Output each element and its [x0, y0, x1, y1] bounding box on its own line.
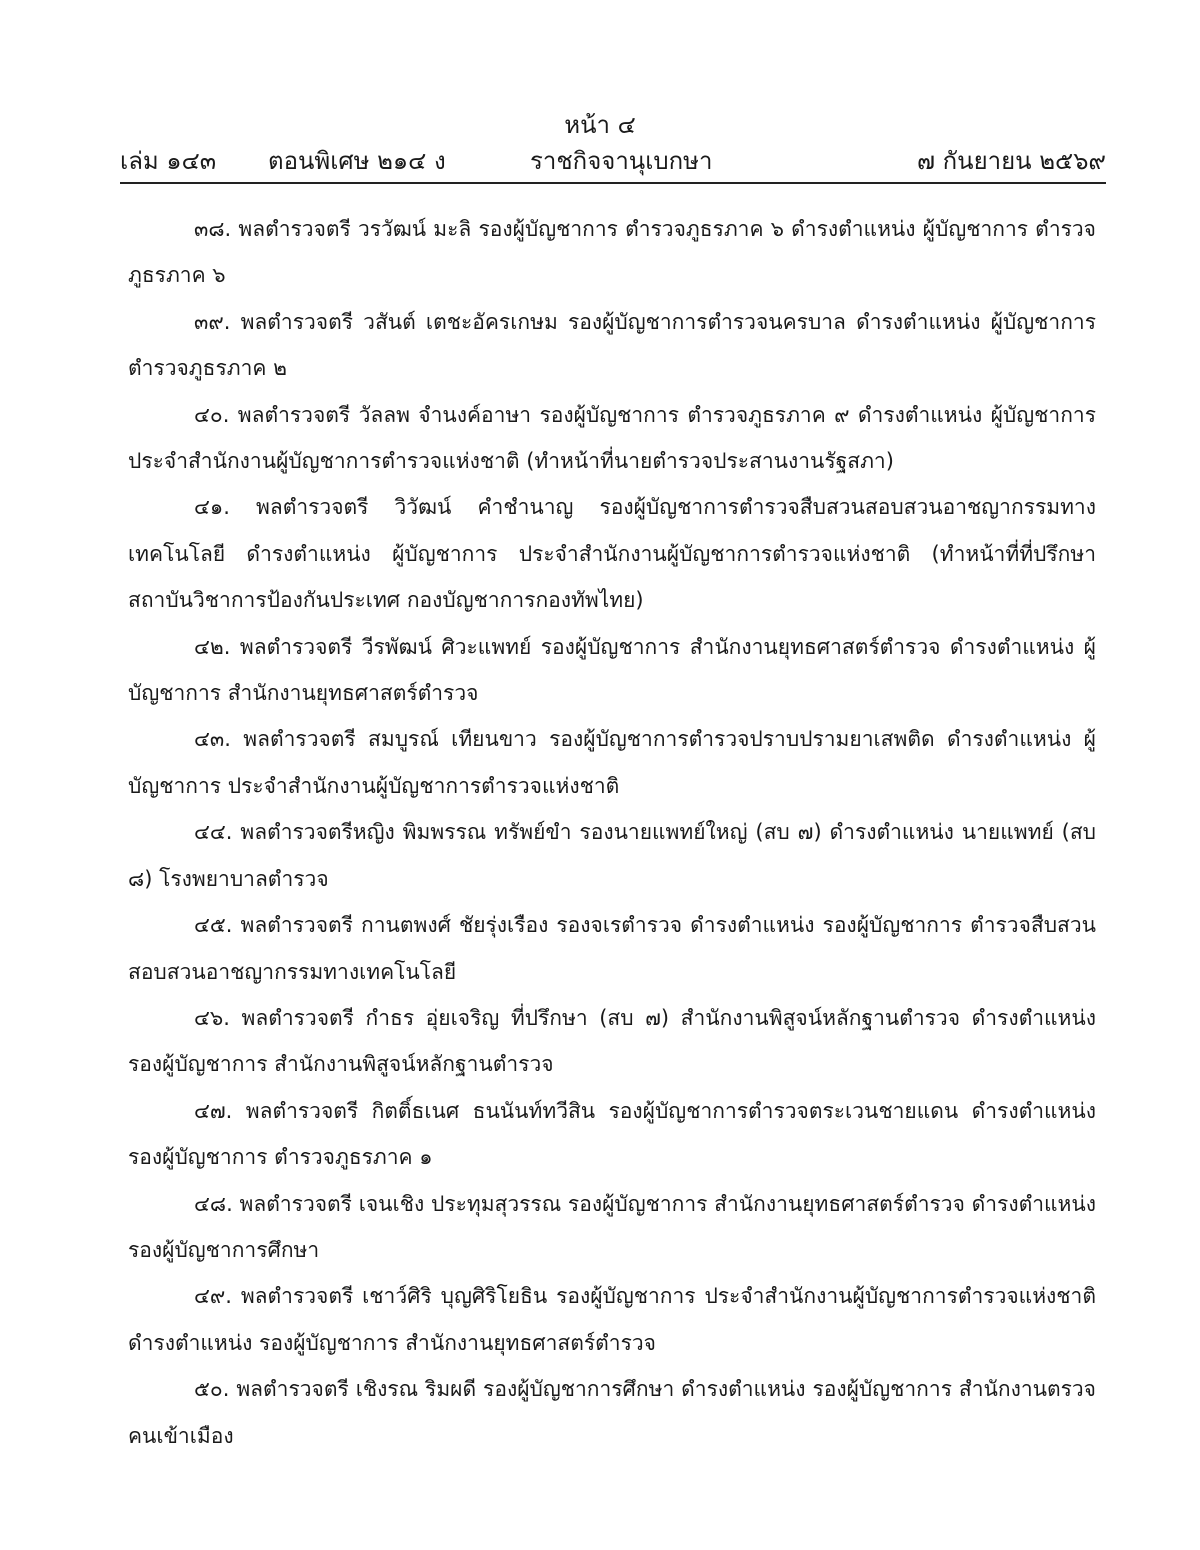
list-item — [128, 809, 1096, 902]
header-title: ราชกิจจานุเบกษา — [530, 147, 713, 175]
item-text: พลตำรวจตรี กิตติ์ธเนศ ธนนันท์ทวีสิน รองผู้บัญชาการตำรวจตระเวนชายแดน ดำรงตำแหน่ง รองผู้บัญชาการ ตำรวจภูธรภาค ๑ — [128, 1098, 1096, 1170]
item-number: ๔๕. — [194, 913, 233, 938]
item-text: พลตำรวจตรี สมบูรณ์ เทียนขาว รองผู้บัญชาการตำรวจปราบปรามยาเสพติด ดำรงตำแหน่ง ผู้บัญชาการ ประจำสำนักงานผู้บัญชาการตำรวจแห่งชาติ — [128, 727, 1096, 798]
item-number: ๓๙. — [194, 309, 231, 334]
list-item — [128, 1366, 1096, 1459]
header-divider — [120, 182, 1106, 184]
header-volume: เล่ม ๑๔๓ — [120, 147, 217, 175]
item-number: ๔๓. — [194, 727, 231, 752]
item-text: พลตำรวจตรี วิวัฒน์ คำชำนาญ รองผู้บัญชาการตำรวจสืบสวนสอบสวนอาชญากรรมทางเทคโนโลยี ดำรงตำแหน่ง ผู้บัญชาการ ประจำสำนักงานผู้บัญชาการตำรวจแห่งชาติ (ทำหน้าที่ที่ปรึกษาสถาบันวิชาการป้องกันประเทศ กองบัญชาการกองทัพไทย) — [128, 495, 1096, 613]
header-issue: ตอนพิเศษ ๒๑๔ ง — [268, 147, 446, 175]
page-number: หน้า ๔ — [564, 111, 636, 139]
list-item — [128, 902, 1096, 995]
item-text: พลตำรวจตรี เชิงรณ ริมผดี รองผู้บัญชาการศึกษา ดำรงตำแหน่ง รองผู้บัญชาการ สำนักงานตรวจคนเข้าเมือง — [128, 1377, 1096, 1448]
item-text: พลตำรวจตรี วรวัฒน์ มะลิ รองผู้บัญชาการ ตำรวจภูธรภาค ๖ ดำรงตำแหน่ง ผู้บัญชาการ ตำรวจภูธรภาค ๖ — [128, 217, 1096, 288]
appointment-list — [128, 206, 1096, 1459]
list-item — [128, 1273, 1096, 1366]
list-item — [128, 392, 1096, 485]
list-item — [128, 716, 1096, 809]
item-number: ๔๖. — [194, 1005, 230, 1030]
list-item — [128, 299, 1096, 392]
item-number: ๔๔. — [194, 820, 233, 845]
item-number: ๔๘. — [194, 1191, 233, 1216]
item-text: พลตำรวจตรี เจนเชิง ประทุมสุวรรณ รองผู้บัญชาการ สำนักงานยุทธศาสตร์ตำรวจ ดำรงตำแหน่ง รองผู้บัญชาการศึกษา — [128, 1191, 1096, 1262]
list-item — [128, 624, 1096, 717]
item-number: ๔๙. — [194, 1284, 232, 1309]
gazette-header — [120, 144, 1106, 180]
item-number: ๔๗. — [194, 1098, 233, 1123]
item-text: พลตำรวจตรี วีรพัฒน์ ศิวะแพทย์ รองผู้บัญชาการ สำนักงานยุทธศาสตร์ตำรวจ ดำรงตำแหน่ง ผู้บัญชาการ สำนักงานยุทธศาสตร์ตำรวจ — [128, 634, 1096, 706]
item-text: พลตำรวจตรี กานตพงศ์ ชัยรุ่งเรือง รองจเรตำรวจ ดำรงตำแหน่ง รองผู้บัญชาการ ตำรวจสืบสวนสอบสวนอาชญากรรมทางเทคโนโลยี — [128, 913, 1097, 984]
list-item — [128, 995, 1096, 1088]
item-number: ๔๐. — [194, 402, 230, 427]
item-text: พลตำรวจตรีหญิง พิมพรรณ ทรัพย์ขำ รองนายแพทย์ใหญ่ (สบ ๗) ดำรงตำแหน่ง นายแพทย์ (สบ ๘) โรงพยาบาลตำรวจ — [128, 820, 1096, 891]
item-number: ๕๐. — [194, 1377, 230, 1402]
item-text: พลตำรวจตรี กำธร อุ่ยเจริญ ที่ปรึกษา (สบ ๗) สำนักงานพิสูจน์หลักฐานตำรวจ ดำรงตำแหน่ง รองผู้บัญชาการ สำนักงานพิสูจน์หลักฐานตำรวจ — [128, 1005, 1096, 1077]
list-item — [128, 206, 1096, 299]
item-text: พลตำรวจตรี วัลลพ จำนงค์อาษา รองผู้บัญชาการ ตำรวจภูธรภาค ๙ ดำรงตำแหน่ง ผู้บัญชาการ ประจำสำนักงานผู้บัญชาการตำรวจแห่งชาติ (ทำหน้าที่นายตำรวจประสานงานรัฐสภา) — [128, 402, 1096, 474]
list-item — [128, 484, 1096, 623]
item-number: ๓๘. — [194, 217, 232, 241]
item-number: ๔๒. — [194, 634, 231, 659]
list-item — [128, 1088, 1096, 1181]
list-item — [128, 1181, 1096, 1274]
item-text: พลตำรวจตรี เชาว์ศิริ บุญศิริโยธิน รองผู้บัญชาการ ประจำสำนักงานผู้บัญชาการตำรวจแห่งชาติ ดำรงตำแหน่ง รองผู้บัญชาการ สำนักงานยุทธศาสตร์ตำรวจ — [128, 1284, 1096, 1355]
header-date: ๗ กันยายน ๒๕๖๙ — [916, 147, 1106, 175]
item-number: ๔๑. — [194, 495, 230, 520]
item-text: พลตำรวจตรี วสันต์ เตชะอัครเกษม รองผู้บัญชาการตำรวจนครบาล ดำรงตำแหน่ง ผู้บัญชาการ ตำรวจภูธรภาค ๒ — [128, 309, 1096, 381]
